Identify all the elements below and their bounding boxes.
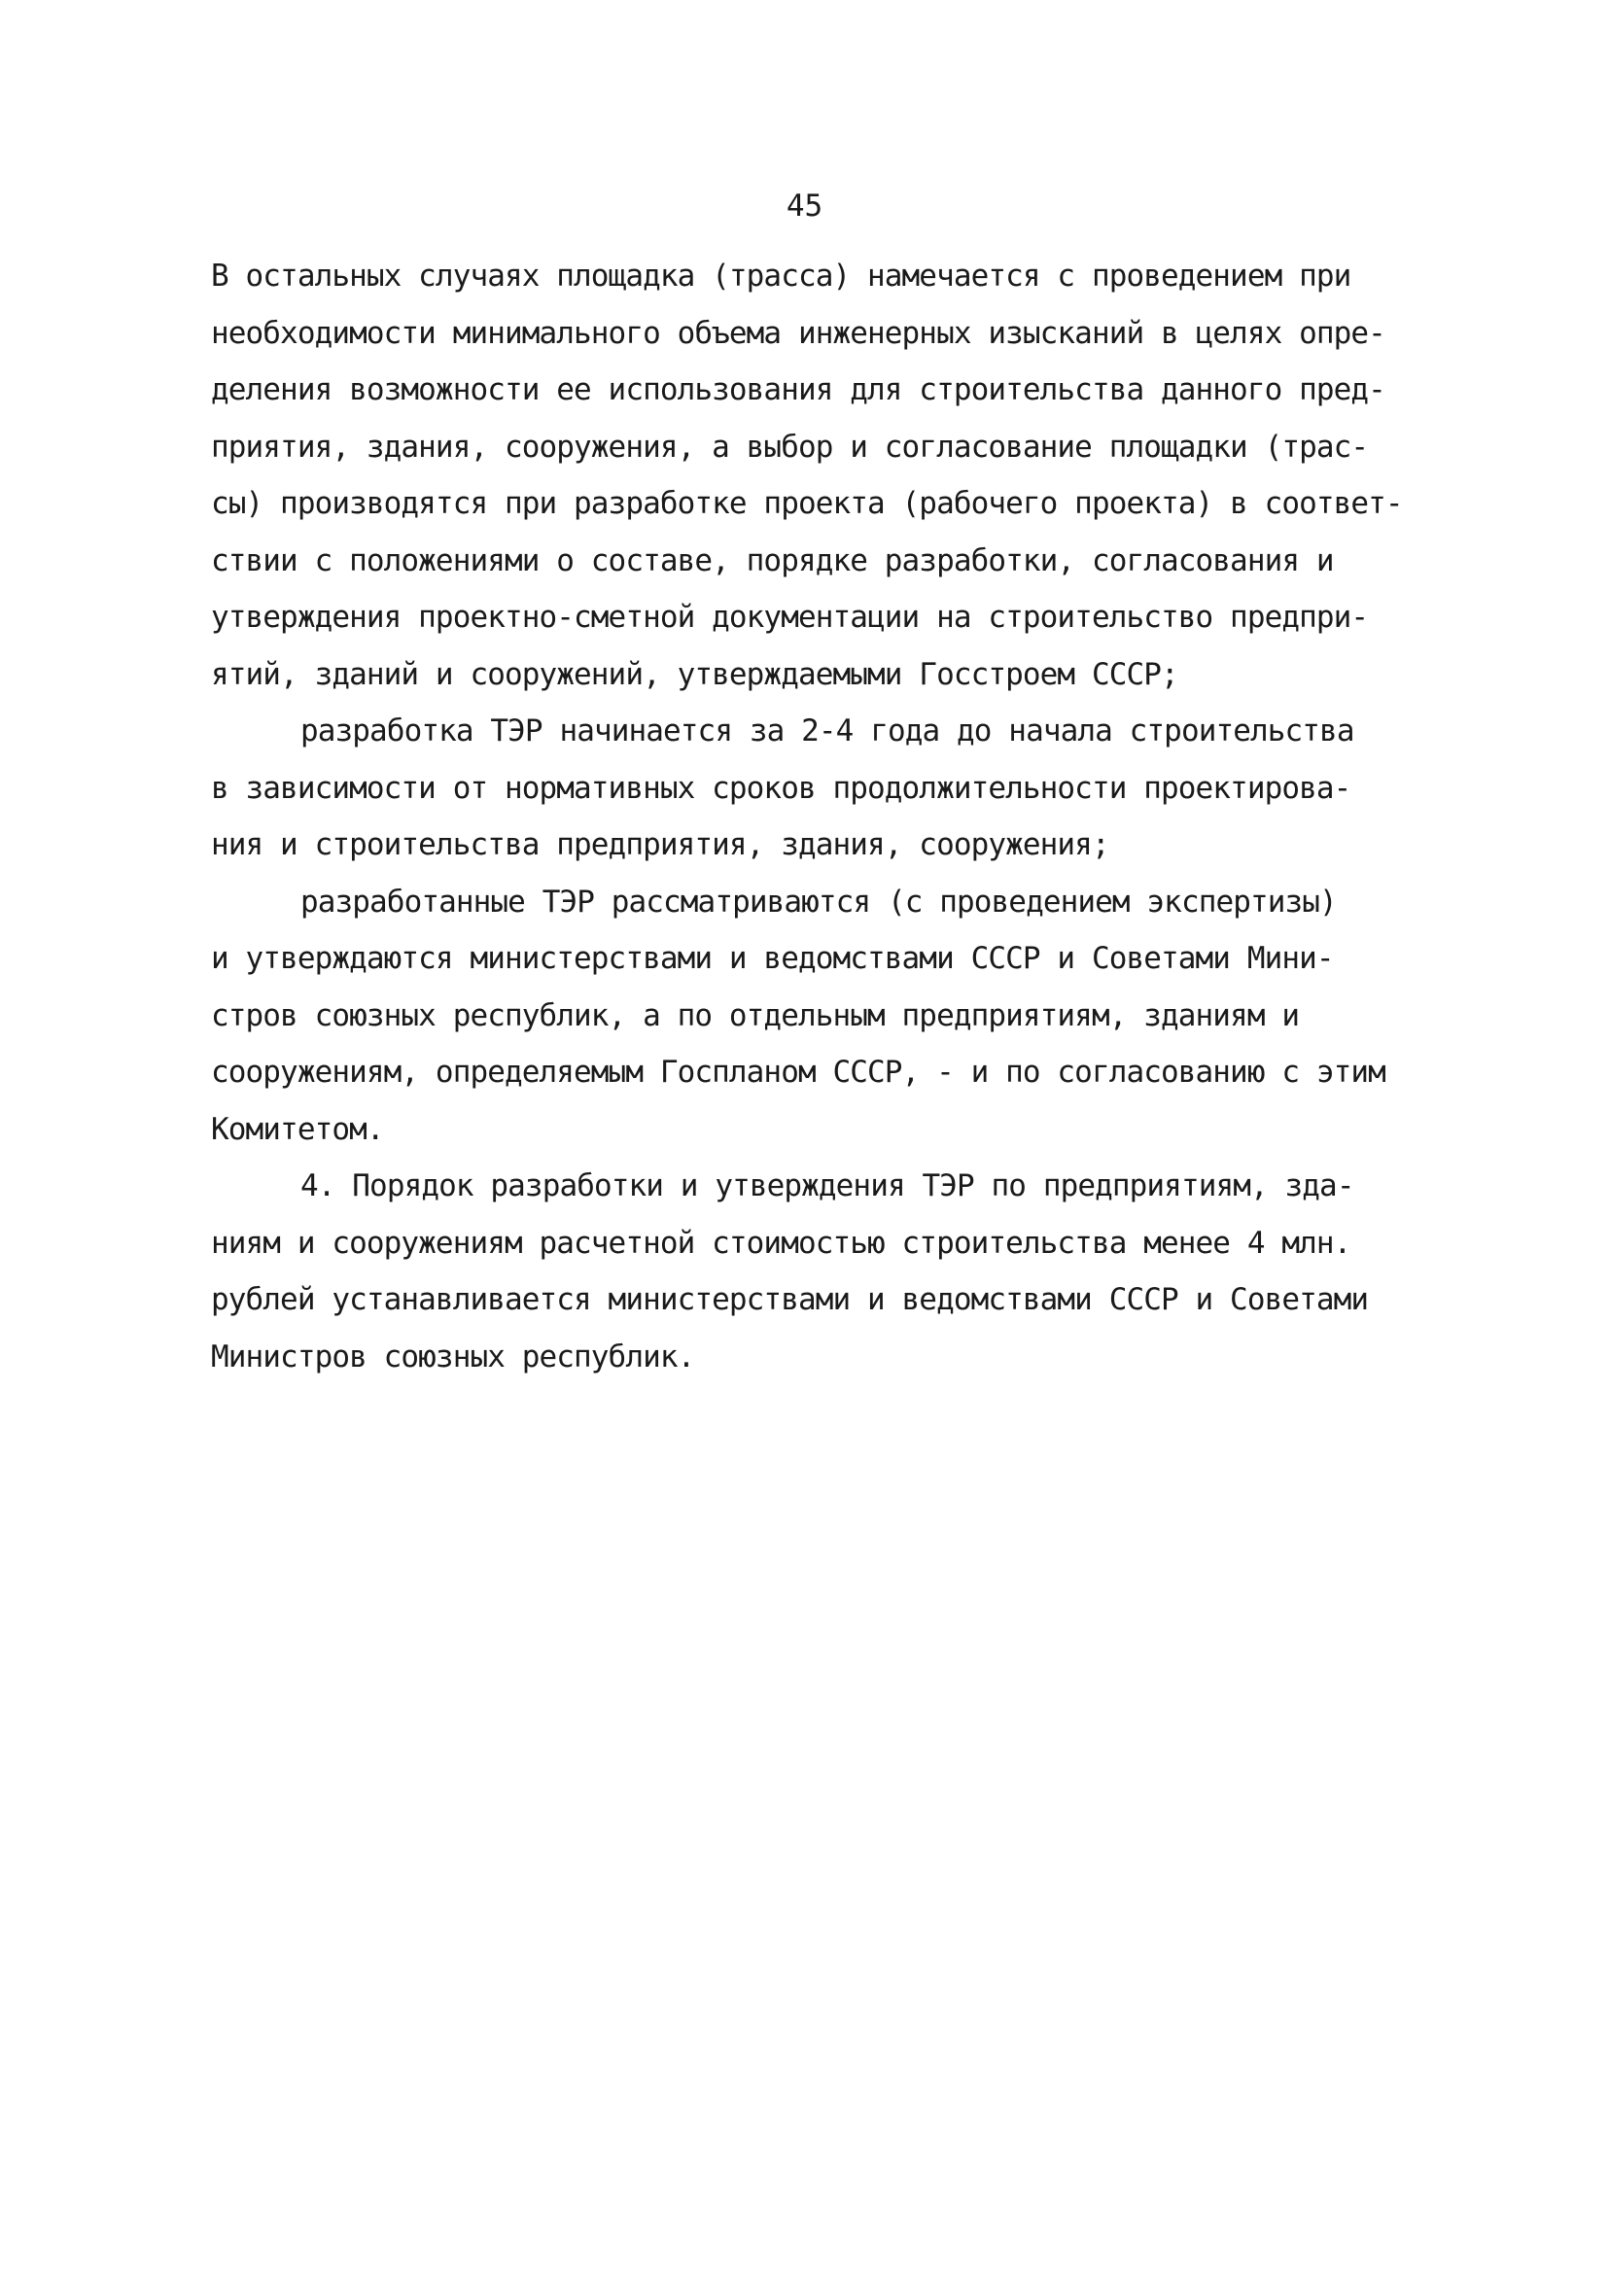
text-line: и утверждаются министерствами и ведомствами СССР и Советами Мини- <box>211 941 1334 976</box>
text-line: приятия, здания, сооружения, а выбор и согласование площадки (трас- <box>211 429 1369 465</box>
text-line: в зависимости от нормативных сроков продолжительности проектирова- <box>211 770 1351 806</box>
document-body <box>211 248 1475 1385</box>
text-line: Комитетом. <box>211 1111 384 1147</box>
text-line: ния и строительства предприятия, здания, сооружения; <box>211 827 1109 862</box>
text-line: деления возможности ее использования для строительства данного пред- <box>211 372 1385 407</box>
paragraph-start-line: разработка ТЭР начинается за 2-4 года до начала строительства <box>300 713 1354 748</box>
text-line: ствии с положениями о составе, порядке разработки, согласования и <box>211 542 1334 578</box>
paragraph-start-line: 4. Порядок разработки и утверждения ТЭР по предприятиям, зда- <box>300 1168 1354 1203</box>
text-line: сы) производятся при разработке проекта (рабочего проекта) в соответ- <box>211 486 1403 521</box>
text-line: стров союзных республик, а по отдельным предприятиям, зданиям и <box>211 997 1300 1033</box>
text-line: ниям и сооружениям расчетной стоимостью строительства менее 4 млн. <box>211 1225 1351 1261</box>
text-line: сооружениям, определяемым Госпланом СССР, - и по согласованию с этим <box>211 1055 1385 1090</box>
page-number: 45 <box>786 189 823 224</box>
text-line: необходимости минимального объема инженерных изысканий в целях опре- <box>211 315 1385 351</box>
text-line: Министров союзных республик. <box>211 1339 695 1374</box>
text-line: рублей устанавливается министерствами и ведомствами СССР и Советами <box>211 1282 1369 1317</box>
text-line: ятий, зданий и сооружений, утверждаемыми Госстроем СССР; <box>211 656 1178 692</box>
text-line: утверждения проектно-сметной документации на строительство предпри- <box>211 600 1369 635</box>
text-line: В остальных случаях площадка (трасса) намечается с проведением при <box>211 259 1351 294</box>
paragraph-start-line: разработанные ТЭР рассматриваются (с проведением экспертизы) <box>300 884 1337 920</box>
